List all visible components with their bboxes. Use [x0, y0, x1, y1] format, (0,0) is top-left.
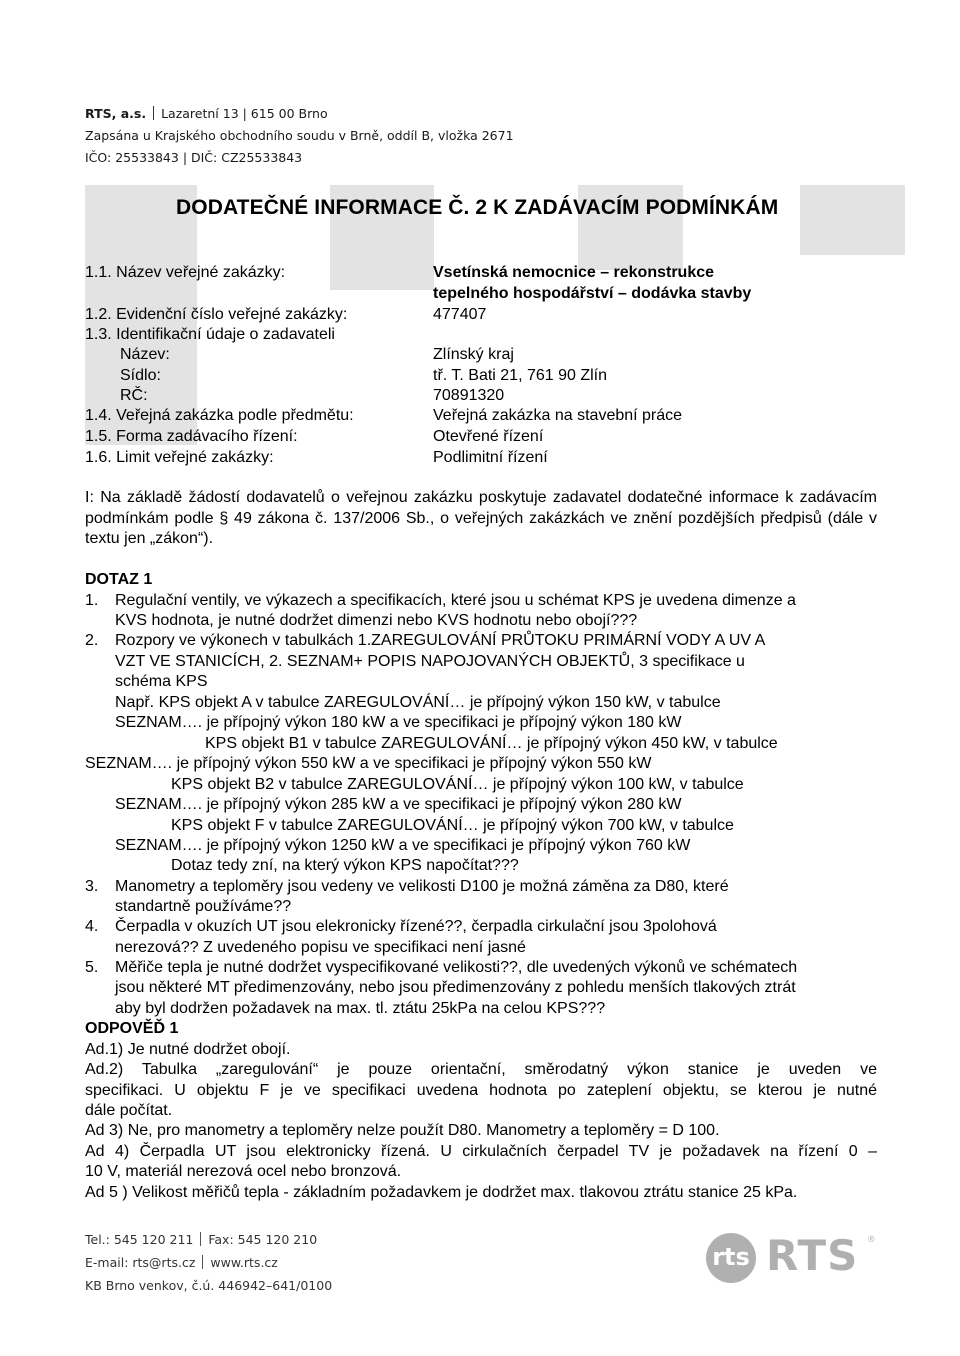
q2-line-e: SEZNAM…. je přípojný výkon 180 kW a ve specifikaci je přípojný výkon 180 kW [115, 714, 682, 731]
info-label-4: 1.4. Veřejná zakázka podle předmětu: [85, 407, 354, 424]
letterhead-ids: IČO: 25533843 | DIČ: CZ25533843 [85, 150, 303, 165]
separator [202, 1255, 203, 1269]
q2-line-f: KPS objekt B1 v tabulce ZAREGULOVÁNÍ… je přípojný výkon 450 kW, v tabulce [205, 735, 778, 752]
answer-4-line-b: 10 V, materiál nerezová ocel nebo bronzová. [85, 1163, 402, 1180]
company-address: Lazaretní 13 | 615 00 Brno [161, 106, 328, 121]
footer-tel: Tel.: 545 120 211 [85, 1232, 194, 1247]
nazev-label: Název: [120, 346, 170, 363]
q3-line-b: standartně používáme?? [115, 898, 292, 915]
rc-value: 70891320 [433, 387, 505, 404]
q2-line-a: Rozpory ve výkonech v tabulkách 1.ZAREGULOVÁNÍ PRŮTOKU PRIMÁRNÍ VODY A UV A [115, 632, 766, 649]
q4-number: 4. [85, 918, 99, 935]
info-label-5: 1.5. Forma zadávacího řízení: [85, 428, 298, 445]
q2-line-g: SEZNAM…. je přípojný výkon 550 kW a ve specifikaci je přípojný výkon 550 kW [85, 755, 652, 772]
nazev-value: Zlínský kraj [433, 346, 514, 363]
footer-bank: KB Brno venkov, č.ú. 446942–641/0100 [85, 1278, 333, 1293]
info-label-2: 1.2. Evidenční číslo veřejné zakázky: [85, 306, 348, 323]
separator [200, 1232, 201, 1246]
q3-line-a: Manometry a teploměry jsou vedeny ve velikosti D100 je možná záměna za D80, které [115, 878, 729, 895]
info-value-2: 477407 [433, 306, 487, 323]
footer-email: E-mail: rts@rts.cz [85, 1255, 196, 1270]
info-label-6: 1.6. Limit veřejné zakázky: [85, 449, 274, 466]
footer-contacts [85, 1232, 317, 1247]
rts-logo-text: RTS [766, 1231, 859, 1280]
q2-number: 2. [85, 632, 99, 649]
q2-line-i: SEZNAM…. je přípojný výkon 285 kW a ve specifikaci je přípojný výkon 280 kW [115, 796, 682, 813]
letterhead-registry: Zapsána u Krajského obchodního soudu v Brně, oddíl B, vložka 2671 [85, 128, 514, 143]
q2-line-d: Např. KPS objekt A v tabulce ZAREGULOVÁNÍ… je přípojný výkon 150 kW, v tabulce [115, 694, 721, 711]
footer-website: www.rts.cz [210, 1255, 278, 1270]
answer-1: Ad.1) Je nutné dodržet obojí. [85, 1041, 291, 1058]
info-value-1a: Vsetínská nemocnice – rekonstrukce [433, 264, 715, 281]
letterhead-line-1 [85, 106, 328, 121]
q3-number: 3. [85, 878, 99, 895]
q2-line-j: KPS objekt F v tabulce ZAREGULOVÁNÍ… je přípojný výkon 700 kW, v tabulce [171, 817, 734, 834]
answer-5: Ad 5 ) Velikost měřičů tepla - základním požadavkem je dodržet max. tlakovou ztrátu stanice 25 kPa. [85, 1184, 798, 1201]
q4-line-b: nerezová?? Z uvedeného popisu ve specifikaci není jasné [115, 939, 526, 956]
footer-web [85, 1255, 278, 1270]
q5-number: 5. [85, 959, 99, 976]
q2-line-c: schéma KPS [115, 673, 208, 690]
answer-4-line-a: Ad 4) Čerpadla UT jsou elektronicky řízená. U cirkulačních čerpadel TV je požadavek na řízení 0 – [85, 1143, 877, 1160]
document-title: DODATEČNÉ INFORMACE Č. 2 K ZADÁVACÍM PODMÍNKÁM [176, 196, 779, 219]
info-label-1: 1.1. Název veřejné zakázky: [85, 264, 286, 281]
sidlo-label: Sídlo: [120, 367, 161, 384]
q2-line-l: Dotaz tedy zní, na který výkon KPS napočítat??? [171, 857, 519, 874]
q5-line-c: aby byl dodržen požadavek na max. tl. ztátu 25kPa na celou KPS??? [115, 1000, 606, 1017]
q1-line-a: Regulační ventily, ve výkazech a specifikacích, které jsou u schémat KPS je uvedena dimenze a [115, 592, 796, 609]
separator [153, 106, 154, 120]
q4-line-a: Čerpadla v okuzích UT jsou elekronicky řízené??, čerpadla cirkulační jsou 3polohová [115, 918, 717, 935]
answer-2-line-b: specifikaci. U objektu F je ve specifikaci uvedena hodnota po zateplení objektu, se kterou je nutné [85, 1082, 877, 1099]
sidlo-value: tř. T. Bati 21, 761 90 Zlín [433, 367, 608, 384]
decor-block [800, 185, 905, 255]
q2-line-h: KPS objekt B2 v tabulce ZAREGULOVÁNÍ… je přípojný výkon 100 kW, v tabulce [171, 776, 744, 793]
info-value-1b: tepelného hospodářství – dodávka stavby [433, 285, 752, 302]
rts-logo-icon [706, 1233, 756, 1283]
answer-2-line-c: dále počítat. [85, 1102, 173, 1119]
q2-line-k: SEZNAM…. je přípojný výkon 1250 kW a ve specifikaci je přípojný výkon 760 kW [115, 837, 691, 854]
info-value-4: Veřejná zakázka na stavební práce [433, 407, 683, 424]
info-value-6: Podlimitní řízení [433, 449, 548, 466]
intro-paragraph: I: Na základě žádostí dodavatelů o veřejnou zakázku poskytuje zadavatel dodatečné informace k zadávacím podmínkám podle § 49 zákona č. 137/2006 Sb., o veřejných zakázkách ve znění pozdějších předpisů (dále v textu jen „zákon“). [85, 489, 877, 547]
question-heading: DOTAZ 1 [85, 571, 153, 588]
answer-2-line-a: Ad.2) Tabulka „zaregulování“ je pouze orientační, směrodatný výkon stanice je uveden ve [85, 1061, 877, 1078]
registered-mark: ® [868, 1234, 875, 1244]
rc-label: RČ: [120, 387, 148, 404]
q2-line-b: VZT VE STANICÍCH, 2. SEZNAM+ POPIS NAPOJOVANÝCH OBJEKTŮ, 3 specifikace u [115, 653, 745, 670]
info-value-5: Otevřené řízení [433, 428, 544, 445]
company-name: RTS, a.s. [85, 106, 147, 121]
q1-number: 1. [85, 592, 99, 609]
info-label-3: 1.3. Identifikační údaje o zadavateli [85, 326, 335, 343]
footer-fax: Fax: 545 120 210 [208, 1232, 318, 1247]
q1-line-b: KVS hodnota, je nutné dodržet dimenzi nebo KVS hodnotu nebo obojí??? [115, 612, 638, 629]
answer-heading: ODPOVĚĎ 1 [85, 1020, 179, 1037]
logo-mark-text: rts [712, 1243, 750, 1271]
q5-line-a: Měřiče tepla je nutné dodržet vyspecifikované velikosti??, dle uvedených výkonů ve schématech [115, 959, 798, 976]
answer-3: Ad 3) Ne, pro manometry a teploměry nelze použít D80. Manometry a teploměry = D 100. [85, 1122, 720, 1139]
q5-line-b: jsou některé MT předimenzovány, nebo jsou předimenzovány z pohledu menších tlakových ztrát [115, 979, 796, 996]
